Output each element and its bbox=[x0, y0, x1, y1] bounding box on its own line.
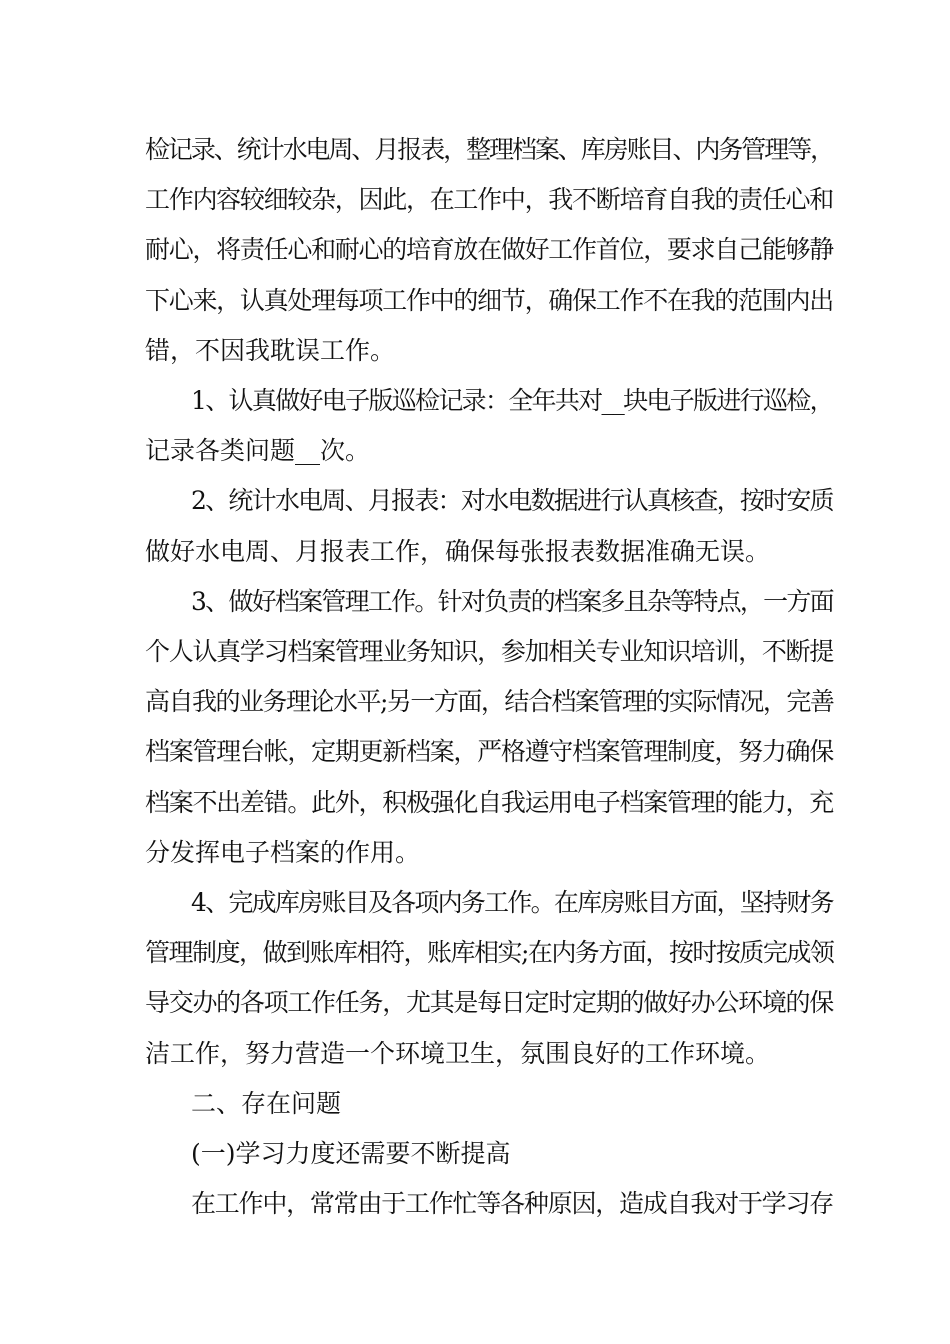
section-heading: 二、存在问题 bbox=[191, 1088, 342, 1118]
text-line: 管理制度，做到账库相符，账库相实;在内务方面，按时按质完成领 bbox=[145, 938, 834, 968]
paragraph-work-summary-intro bbox=[145, 125, 833, 376]
text-line: 下心来，认真处理每项工作中的细节，确保工作不在我的范围内出 bbox=[145, 285, 834, 315]
text-line: 2、统计水电周、月报表：对水电数据进行认真核查，按时安质 bbox=[191, 486, 833, 516]
text-line: 做好水电周、月报表工作，确保每张报表数据准确无误。 bbox=[145, 536, 771, 566]
subsection-heading-learning bbox=[145, 1129, 833, 1179]
subsection-heading: (一)学习力度还需要不断提高 bbox=[191, 1139, 511, 1169]
paragraph-item-3 bbox=[145, 577, 833, 878]
text-line: 检记录、统计水电周、月报表，整理档案、库房账目、内务管理等， bbox=[145, 135, 834, 164]
text-line: 档案不出差错。此外，积极强化自我运用电子档案管理的能力，充 bbox=[145, 787, 834, 817]
text-line: 工作内容较细较杂，因此，在工作中，我不断培育自我的责任心和 bbox=[145, 185, 834, 215]
section-heading-existing-problems bbox=[145, 1079, 833, 1129]
text-line: 1、认真做好电子版巡检记录：全年共对__块电子版进行巡检， bbox=[191, 386, 833, 416]
text-line: 导交办的各项工作任务，尤其是每日定时定期的做好办公环境的保 bbox=[145, 988, 834, 1018]
text-line: 记录各类问题__次。 bbox=[145, 436, 371, 466]
text-line: 个人认真学习档案管理业务知识，参加相关专业知识培训，不断提 bbox=[145, 637, 834, 667]
text-line: 在工作中，常常由于工作忙等各种原因，造成自我对于学习存 bbox=[191, 1189, 834, 1219]
paragraph-item-2 bbox=[145, 476, 833, 576]
paragraph-item-4 bbox=[145, 878, 833, 1079]
text-line: 洁工作，努力营造一个环境卫生，氛围良好的工作环境。 bbox=[145, 1038, 771, 1068]
text-line: 分发挥电子档案的作用。 bbox=[145, 837, 421, 867]
text-line: 高自我的业务理论水平;另一方面，结合档案管理的实际情况，完善 bbox=[145, 687, 834, 717]
paragraph-learning-issue bbox=[145, 1179, 833, 1229]
paragraph-item-1 bbox=[145, 376, 833, 476]
text-line: 错，不因我耽误工作。 bbox=[145, 335, 396, 365]
text-line: 3、做好档案管理工作。针对负责的档案多且杂等特点，一方面 bbox=[191, 586, 833, 616]
text-line: 档案管理台帐，定期更新档案，严格遵守档案管理制度，努力确保 bbox=[145, 737, 834, 767]
text-line: 4、完成库房账目及各项内务工作。在库房账目方面，坚持财务 bbox=[191, 888, 833, 918]
text-line: 耐心，将责任心和耐心的培育放在做好工作首位，要求自己能够静 bbox=[145, 235, 834, 265]
document-body bbox=[145, 125, 833, 1229]
